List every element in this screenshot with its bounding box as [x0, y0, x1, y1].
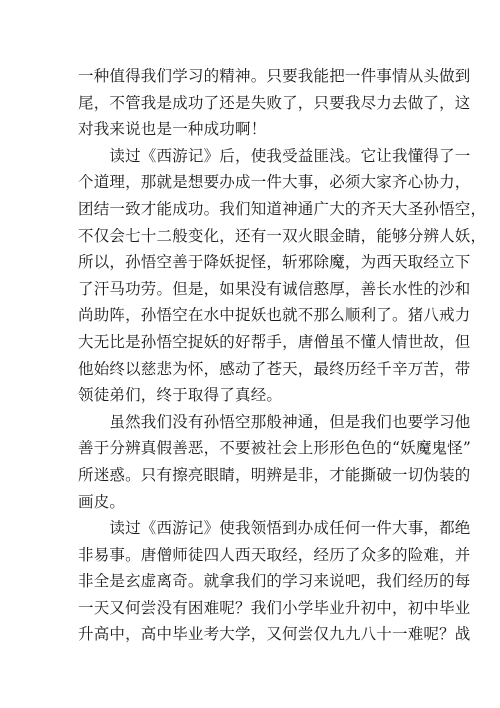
text-line: 画皮。: [78, 492, 126, 511]
text-line: 虽然我们没有孙悟空那般神通，但是我们也要学习他: [78, 412, 471, 431]
text-line: 非全是玄虚离奇。就拿我们的学习来说吧，我们经历的每: [78, 572, 471, 591]
text-line: 尚助阵，孙悟空在水中捉妖也就不那么顺利了。猪八戒力: [78, 306, 471, 325]
text-line: 他始终以慈悲为怀，感动了苍天，最终历经千辛万苦，带: [78, 359, 471, 378]
text-line: 领徒弟们，终于取得了真经。: [78, 386, 283, 405]
text-line: 对我来说也是一种成功啊！: [78, 120, 267, 139]
text-line: 尾，不管我是成功了还是失败了，只要我尽力去做了，这: [78, 93, 471, 112]
text-line: 了汗马功劳。但是，如果没有诚信憨厚，善长水性的沙和: [78, 279, 471, 298]
text-line: 所迷惑。只有擦亮眼睛，明辨是非，才能撕破一切伪装的: [78, 465, 471, 484]
text-line: 善于分辨真假善恶，不要被社会上形形色色的“妖魔鬼怪”: [78, 439, 472, 458]
text-line: 升高中，高中毕业考大学，又何尝仅九九八十一难呢？战: [78, 625, 471, 644]
body-text: [78, 63, 487, 648]
text-line: 一种值得我们学习的精神。只要我能把一件事情从头做到: [78, 67, 471, 85]
text-line: 不仅会七十二般变化，还有一双火眼金睛，能够分辨人妖，: [78, 226, 487, 245]
text-line: 大无比是孙悟空捉妖的好帮手，唐僧虽不懂人情世故，但: [78, 332, 471, 351]
text-line: 非易事。唐僧师徒四人西天取经，经历了众多的险难，并: [78, 545, 471, 564]
paragraph-3: [78, 409, 472, 515]
text-line: 所以，孙悟空善于降妖捉怪，斩邪除魔，为西天取经立下: [78, 253, 471, 272]
paragraph-2: [78, 143, 487, 409]
paragraph-4: [78, 515, 471, 648]
text-line: 一天又何尝没有困难呢？我们小学毕业升初中，初中毕业: [78, 598, 471, 617]
text-line: 读过《西游记》使我领悟到办成任何一件大事，都绝: [78, 519, 471, 538]
text-line: 团结一致才能成功。我们知道神通广大的齐天大圣孙悟空，: [78, 199, 487, 218]
paragraph-1: [78, 63, 471, 143]
text-line: 读过《西游记》后，使我受益匪浅。它让我懂得了一: [78, 146, 471, 165]
text-line: 个道理，那就是想要办成一件大事，必须大家齐心协力，: [78, 173, 471, 192]
